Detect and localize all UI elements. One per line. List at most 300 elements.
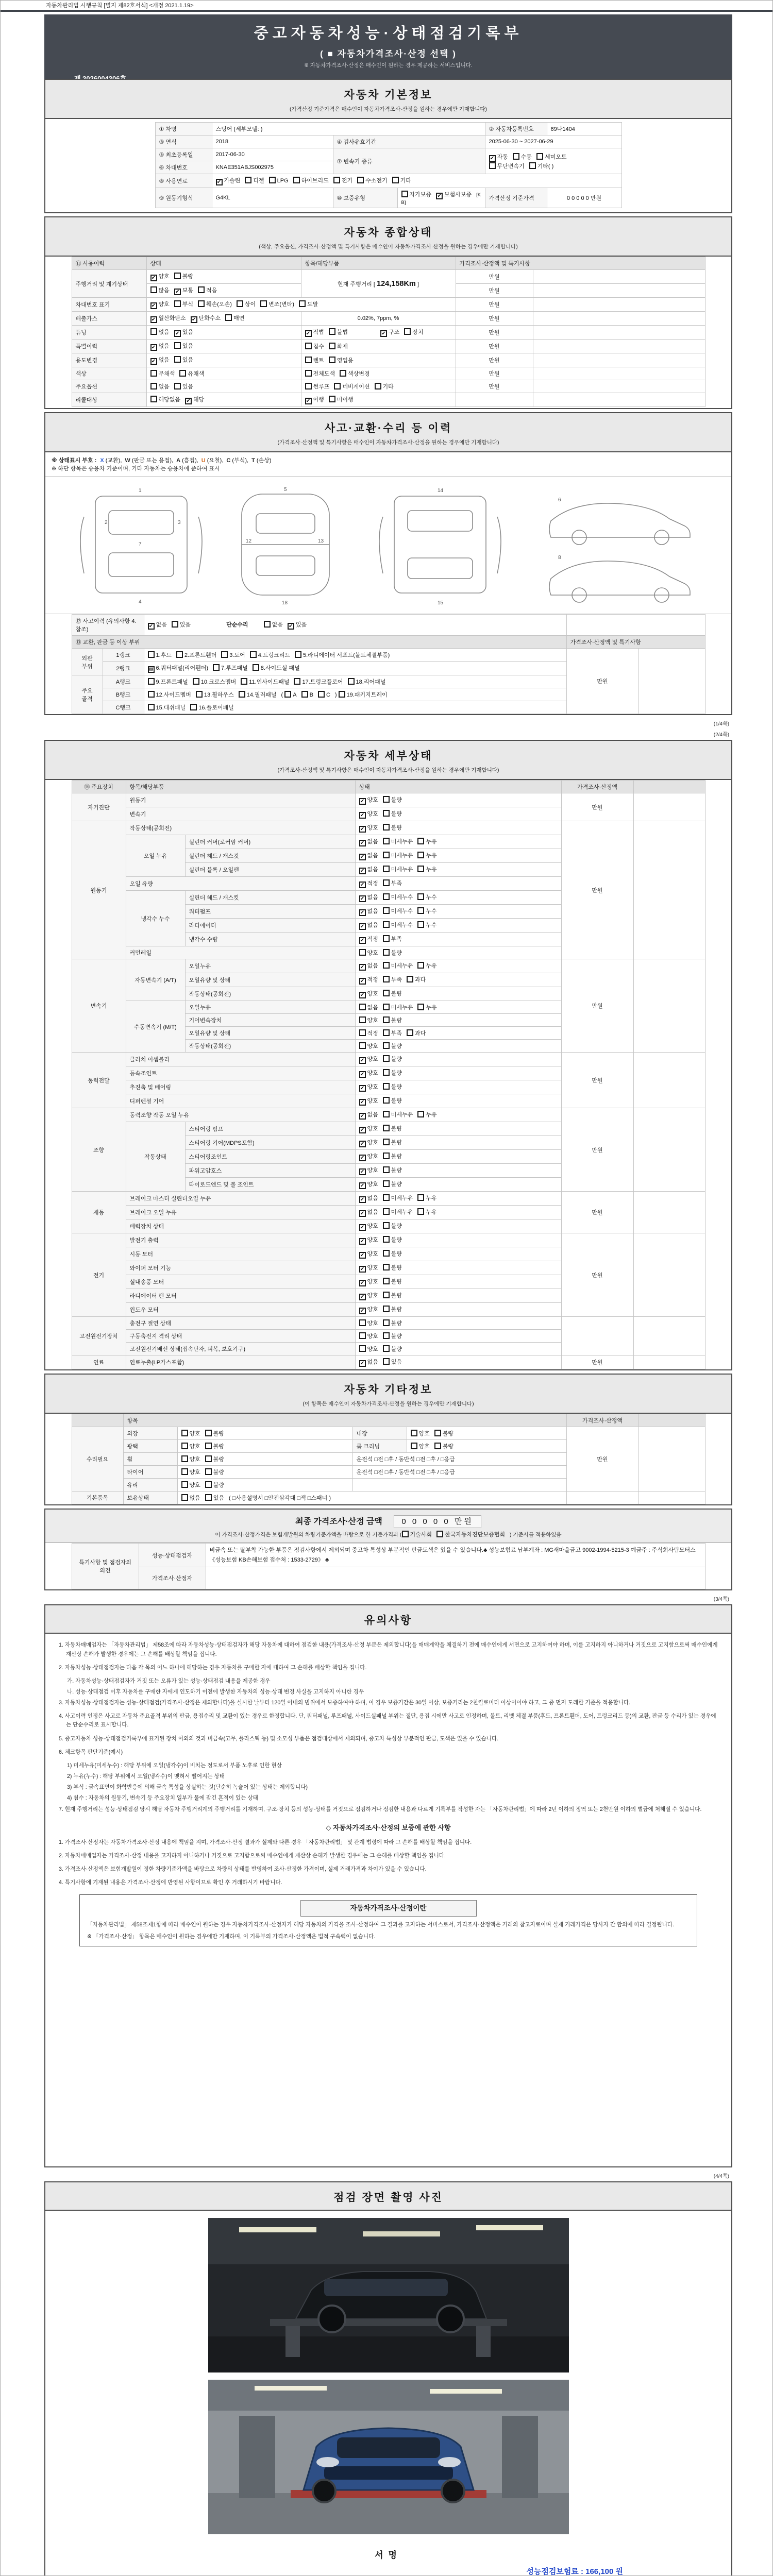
checkbox-option[interactable]: 없음 — [359, 1003, 378, 1011]
checkbox-icon[interactable] — [383, 866, 390, 872]
checkbox-icon[interactable] — [333, 177, 340, 183]
checkbox-option[interactable]: 없음 — [181, 1494, 200, 1502]
checkbox-option[interactable]: ✔ 없음 — [359, 1194, 378, 1203]
checkbox-option[interactable]: 유채색 — [179, 369, 204, 378]
checkbox-option[interactable]: 있음 — [383, 1358, 402, 1366]
checkbox-icon[interactable] — [150, 286, 157, 293]
checkbox-icon[interactable]: ✔ — [359, 1057, 366, 1064]
checkbox-option[interactable]: 해당없음 — [150, 395, 181, 403]
checkbox-option[interactable]: 14.필러패널 — [239, 690, 277, 699]
checkbox-option[interactable]: 양호 — [359, 1345, 378, 1353]
checkbox-option[interactable]: ✔ 적정 — [359, 935, 378, 944]
checkbox-option[interactable]: 미세누유 — [383, 851, 413, 859]
checkbox-icon[interactable] — [329, 396, 335, 402]
checkbox-icon[interactable] — [383, 949, 390, 956]
checkbox-icon[interactable] — [148, 704, 155, 710]
checkbox-icon[interactable] — [383, 1208, 390, 1215]
checkbox-option[interactable]: ✔ 양호 — [359, 1138, 378, 1147]
checkbox-option[interactable]: 불량 — [383, 795, 402, 804]
checkbox-option[interactable]: 5.라디에이터 서포트(볼트체결부품) — [295, 651, 390, 659]
checkbox-option[interactable]: ✔ 이행 — [305, 395, 324, 404]
checkbox-icon[interactable] — [383, 1358, 390, 1365]
checkbox-icon[interactable] — [383, 810, 390, 817]
checkbox-option[interactable]: ✔ 보통 — [174, 286, 193, 295]
checkbox-option[interactable]: 불량 — [383, 1069, 402, 1077]
checkbox-icon[interactable] — [434, 1430, 441, 1436]
checkbox-icon[interactable] — [305, 343, 312, 349]
checkbox-option[interactable]: ✔ 적법 — [305, 328, 324, 337]
checkbox-option[interactable]: ✔ 양호 — [359, 809, 378, 819]
checkbox-icon[interactable] — [295, 651, 301, 658]
checkbox-icon[interactable]: W — [148, 666, 155, 673]
checkbox-icon[interactable] — [417, 962, 424, 969]
checkbox-icon[interactable]: ✔ — [359, 1168, 366, 1175]
checkbox-icon[interactable] — [401, 191, 408, 197]
checkbox-icon[interactable]: ✔ — [359, 937, 366, 944]
checkbox-icon[interactable]: ✔ — [359, 909, 366, 916]
checkbox-option[interactable]: 누유 — [417, 1003, 436, 1011]
checkbox-icon[interactable] — [339, 691, 345, 698]
checkbox-icon[interactable] — [404, 328, 411, 335]
checkbox-option[interactable]: 양호 — [359, 1042, 378, 1050]
checkbox-icon[interactable] — [383, 1180, 390, 1187]
checkbox-option[interactable]: 불량 — [383, 809, 402, 818]
checkbox-option[interactable]: ✔ 양호 — [150, 272, 170, 281]
checkbox-option[interactable]: 불량 — [383, 1332, 402, 1340]
checkbox-option[interactable]: 불량 — [205, 1442, 224, 1450]
checkbox-option[interactable]: 부족 — [383, 879, 402, 887]
checkbox-option[interactable]: LPG — [269, 177, 289, 184]
checkbox-icon[interactable] — [359, 1016, 366, 1023]
checkbox-option[interactable]: 있음 — [205, 1494, 224, 1502]
checkbox-option[interactable]: 미이행 — [329, 395, 354, 403]
checkbox-icon[interactable] — [176, 651, 183, 658]
checkbox-option[interactable]: 한국자동차진단보증협회 — [436, 1530, 505, 1538]
checkbox-option[interactable]: 미세누수 — [383, 907, 413, 915]
checkbox-option[interactable]: ✔ 양호 — [359, 1124, 378, 1133]
checkbox-icon[interactable] — [334, 383, 341, 389]
checkbox-option[interactable]: 미세누유 — [383, 1208, 413, 1216]
checkbox-icon[interactable] — [383, 1319, 390, 1326]
checkbox-icon[interactable]: ✔ — [359, 1071, 366, 1078]
checkbox-icon[interactable]: ✔ — [359, 882, 366, 888]
checkbox-icon[interactable] — [181, 1494, 188, 1501]
checkbox-option[interactable]: 미세누유 — [383, 1110, 413, 1118]
checkbox-option[interactable]: 8.사이드실 패널 — [253, 664, 300, 672]
checkbox-option[interactable]: 매연 — [225, 314, 244, 322]
checkbox-icon[interactable]: ✔ — [489, 155, 496, 162]
checkbox-option[interactable]: 양호 — [181, 1481, 200, 1489]
checkbox-option[interactable]: 16.플로어패널 — [190, 703, 233, 711]
checkbox-option[interactable]: 수동 — [513, 152, 532, 161]
checkbox-option[interactable]: ✔ 양호 — [359, 1277, 378, 1286]
checkbox-icon[interactable] — [383, 1236, 390, 1243]
checkbox-icon[interactable] — [407, 1029, 413, 1036]
checkbox-icon[interactable] — [174, 356, 181, 363]
checkbox-option[interactable]: ✔ 양호 — [359, 1082, 378, 1092]
checkbox-icon[interactable] — [375, 383, 381, 389]
checkbox-icon[interactable]: ✔ — [185, 398, 192, 404]
checkbox-option[interactable]: 도말 — [299, 300, 318, 308]
checkbox-icon[interactable]: ✔ — [359, 1266, 366, 1273]
checkbox-icon[interactable] — [383, 1069, 390, 1076]
checkbox-option[interactable]: 불량 — [383, 1042, 402, 1050]
checkbox-option[interactable]: 적정 — [359, 1029, 378, 1037]
checkbox-option[interactable]: 기타( ) — [529, 162, 554, 170]
checkbox-icon[interactable]: ✔ — [359, 798, 366, 805]
checkbox-option[interactable]: ✔ 없음 — [359, 893, 378, 902]
checkbox-option[interactable]: ✔ 없음 — [359, 1208, 378, 1217]
checkbox-option[interactable]: 불량 — [383, 1082, 402, 1091]
checkbox-icon[interactable] — [383, 1306, 390, 1312]
checkbox-option[interactable]: ✔ 없음 — [150, 355, 170, 365]
checkbox-icon[interactable] — [417, 866, 424, 872]
checkbox-option[interactable]: ✔ 양호 — [359, 1222, 378, 1231]
checkbox-icon[interactable] — [196, 691, 203, 698]
checkbox-icon[interactable] — [181, 1430, 188, 1436]
checkbox-icon[interactable] — [417, 852, 424, 858]
checkbox-option[interactable]: 19.패키지트레이 — [339, 690, 388, 699]
checkbox-icon[interactable]: ✔ — [191, 316, 197, 323]
checkbox-option[interactable]: 양호 — [181, 1429, 200, 1437]
checkbox-icon[interactable]: ✔ — [359, 1294, 366, 1300]
checkbox-option[interactable]: ✔ 가솔린 — [216, 176, 241, 185]
checkbox-icon[interactable]: ✔ — [359, 812, 366, 819]
checkbox-option[interactable]: 4.트렁크리드 — [250, 651, 290, 659]
checkbox-option[interactable]: 불량 — [383, 1291, 402, 1299]
checkbox-icon[interactable] — [417, 1111, 424, 1117]
checkbox-option[interactable]: 누수 — [417, 893, 436, 901]
checkbox-option[interactable]: 기술사회 — [402, 1530, 432, 1538]
checkbox-icon[interactable] — [383, 1016, 390, 1023]
checkbox-option[interactable]: 누유 — [417, 1194, 436, 1202]
checkbox-option[interactable]: 12.사이드멤버 — [148, 690, 191, 699]
checkbox-option[interactable]: 13.휠하우스 — [196, 690, 234, 699]
checkbox-icon[interactable] — [436, 1531, 443, 1537]
checkbox-icon[interactable] — [205, 1455, 212, 1462]
checkbox-option[interactable]: 양호 — [359, 1332, 378, 1340]
checkbox-option[interactable]: ✔ 양호 — [359, 1263, 378, 1273]
checkbox-icon[interactable] — [417, 838, 424, 844]
checkbox-icon[interactable] — [383, 1004, 390, 1010]
checkbox-option[interactable]: 세미오토 — [536, 152, 567, 161]
checkbox-icon[interactable] — [172, 621, 178, 628]
checkbox-option[interactable]: 누유 — [417, 851, 436, 859]
checkbox-option[interactable]: 변조(변타) — [260, 300, 294, 308]
checkbox-icon[interactable] — [417, 921, 424, 928]
checkbox-icon[interactable] — [190, 704, 197, 710]
checkbox-icon[interactable] — [383, 935, 390, 942]
checkbox-option[interactable]: ✔ 없음 — [148, 620, 167, 630]
checkbox-option[interactable]: 불량 — [383, 1180, 402, 1188]
checkbox-icon[interactable] — [181, 1455, 188, 1462]
checkbox-icon[interactable] — [513, 153, 519, 160]
checkbox-icon[interactable] — [536, 153, 543, 160]
checkbox-icon[interactable] — [205, 1430, 212, 1436]
checkbox-icon[interactable] — [383, 1111, 390, 1117]
checkbox-icon[interactable]: ✔ — [359, 1085, 366, 1092]
checkbox-icon[interactable] — [213, 664, 220, 671]
checkbox-option[interactable]: 불량 — [383, 989, 402, 997]
checkbox-icon[interactable] — [198, 300, 205, 307]
checkbox-option[interactable]: 미세누유 — [383, 961, 413, 970]
checkbox-option[interactable]: 영업용 — [329, 356, 354, 364]
checkbox-icon[interactable] — [383, 1029, 390, 1036]
checkbox-icon[interactable] — [205, 1494, 212, 1501]
checkbox-icon[interactable] — [383, 990, 390, 996]
checkbox-icon[interactable] — [245, 177, 251, 183]
checkbox-icon[interactable] — [329, 328, 335, 335]
checkbox-option[interactable]: 1.후드 — [148, 651, 172, 659]
checkbox-option[interactable]: 불법 — [329, 328, 348, 336]
checkbox-option[interactable]: 네비게이션 — [334, 382, 369, 391]
checkbox-icon[interactable] — [181, 1443, 188, 1449]
checkbox-option[interactable]: ✔ 없음 — [359, 961, 378, 971]
checkbox-option[interactable]: 장치 — [404, 328, 423, 336]
checkbox-icon[interactable] — [181, 1481, 188, 1488]
checkbox-icon[interactable]: ✔ — [359, 1196, 366, 1203]
checkbox-option[interactable]: 침수 — [305, 342, 324, 350]
checkbox-icon[interactable] — [253, 664, 259, 671]
checkbox-option[interactable]: ✔ 양호 — [359, 1055, 378, 1064]
checkbox-option[interactable]: 양호 — [411, 1429, 430, 1437]
checkbox-option[interactable]: 상이 — [237, 300, 256, 308]
checkbox-icon[interactable]: ✔ — [359, 992, 366, 998]
checkbox-icon[interactable] — [383, 1125, 390, 1131]
checkbox-icon[interactable] — [383, 907, 390, 914]
checkbox-option[interactable]: ✔ 양호 — [359, 989, 378, 998]
checkbox-option[interactable]: ✔ 있음 — [174, 328, 193, 337]
checkbox-option[interactable]: ✔ 양호 — [359, 1096, 378, 1106]
checkbox-option[interactable]: 미세누유 — [383, 1194, 413, 1202]
checkbox-icon[interactable]: ✔ — [359, 923, 366, 930]
checkbox-icon[interactable]: ✔ — [359, 1099, 366, 1106]
checkbox-icon[interactable] — [383, 1222, 390, 1229]
checkbox-option[interactable]: 불량 — [174, 272, 193, 280]
checkbox-option[interactable]: 불량 — [383, 1319, 402, 1327]
checkbox-option[interactable]: ✔ 양호 — [359, 1166, 378, 1175]
checkbox-icon[interactable]: ✔ — [150, 344, 157, 351]
checkbox-icon[interactable] — [264, 621, 271, 628]
checkbox-option[interactable]: 누유 — [417, 1208, 436, 1216]
checkbox-option[interactable]: 불량 — [383, 1263, 402, 1272]
checkbox-option[interactable]: ✔ 없음 — [359, 907, 378, 916]
checkbox-option[interactable]: 불량 — [383, 1152, 402, 1160]
checkbox-icon[interactable] — [411, 1443, 417, 1449]
checkbox-icon[interactable]: ✔ — [216, 179, 223, 185]
checkbox-option[interactable]: ✔ 없음 — [359, 865, 378, 874]
checkbox-option[interactable]: 17.트렁크플로어 — [294, 677, 343, 686]
checkbox-option[interactable]: 2.프론트휀더 — [176, 651, 216, 659]
checkbox-option[interactable]: ✔ 자동 — [489, 152, 508, 162]
checkbox-icon[interactable]: ✔ — [174, 289, 181, 295]
checkbox-option[interactable]: 전기 — [333, 176, 352, 184]
checkbox-option[interactable]: 썬루프 — [305, 382, 330, 391]
checkbox-option[interactable]: 양호 — [359, 948, 378, 957]
checkbox-option[interactable]: 미세누수 — [383, 893, 413, 901]
checkbox-icon[interactable]: ✔ — [359, 978, 366, 985]
checkbox-icon[interactable]: ✔ — [359, 1113, 366, 1120]
checkbox-icon[interactable] — [241, 678, 247, 685]
checkbox-option[interactable]: 부족 — [383, 935, 402, 943]
checkbox-option[interactable]: 미세누유 — [383, 865, 413, 873]
checkbox-option[interactable]: ✔ 해당 — [185, 395, 204, 404]
checkbox-icon[interactable] — [359, 1004, 366, 1010]
checkbox-option[interactable]: 불량 — [383, 1277, 402, 1285]
checkbox-icon[interactable] — [383, 1083, 390, 1090]
checkbox-option[interactable]: 훼손(오손) — [198, 300, 232, 308]
checkbox-icon[interactable]: ✔ — [150, 302, 157, 309]
checkbox-option[interactable]: ✔ 있음 — [288, 620, 307, 630]
checkbox-icon[interactable] — [150, 396, 157, 402]
checkbox-option[interactable]: ✔ 양호 — [359, 795, 378, 805]
checkbox-option[interactable]: 불량 — [383, 1055, 402, 1063]
checkbox-icon[interactable] — [434, 1443, 441, 1449]
checkbox-option[interactable]: ✔ 양호 — [359, 1249, 378, 1259]
checkbox-icon[interactable]: ✔ — [359, 1224, 366, 1231]
checkbox-option[interactable]: ✔ 일산화탄소 — [150, 314, 186, 323]
checkbox-icon[interactable] — [383, 879, 390, 886]
checkbox-icon[interactable] — [359, 1029, 366, 1036]
checkbox-icon[interactable] — [383, 1292, 390, 1298]
checkbox-option[interactable]: 양호 — [181, 1442, 200, 1450]
checkbox-option[interactable]: A — [284, 691, 296, 698]
checkbox-icon[interactable]: ✔ — [359, 826, 366, 833]
checkbox-icon[interactable] — [221, 651, 228, 658]
checkbox-icon[interactable] — [359, 1042, 366, 1049]
checkbox-option[interactable]: 전체도색 — [305, 369, 335, 378]
checkbox-option[interactable]: 불량 — [205, 1468, 224, 1476]
checkbox-icon[interactable]: ✔ — [436, 193, 443, 199]
checkbox-icon[interactable] — [383, 852, 390, 858]
checkbox-icon[interactable] — [225, 314, 232, 321]
checkbox-option[interactable]: 18.리어패널 — [348, 677, 386, 686]
checkbox-icon[interactable] — [383, 824, 390, 831]
checkbox-option[interactable]: 있음 — [172, 620, 191, 629]
checkbox-icon[interactable] — [293, 177, 300, 183]
checkbox-option[interactable]: ✔ 양호 — [359, 1291, 378, 1300]
checkbox-icon[interactable] — [148, 678, 155, 685]
checkbox-option[interactable]: 불량 — [383, 1096, 402, 1105]
checkbox-icon[interactable] — [417, 907, 424, 914]
checkbox-option[interactable]: 없음 — [150, 328, 170, 336]
checkbox-option[interactable]: 불량 — [383, 1305, 402, 1313]
checkbox-option[interactable]: ✔ 적정 — [359, 879, 378, 888]
checkbox-icon[interactable] — [383, 1345, 390, 1352]
checkbox-option[interactable]: ✔ 보험사보증 — [436, 190, 472, 199]
checkbox-icon[interactable]: ✔ — [150, 358, 157, 365]
checkbox-option[interactable]: 누유 — [417, 837, 436, 845]
checkbox-icon[interactable] — [299, 300, 306, 307]
checkbox-icon[interactable] — [383, 1332, 390, 1339]
checkbox-icon[interactable] — [359, 949, 366, 956]
checkbox-option[interactable]: ✔ 양호 — [359, 823, 378, 833]
checkbox-icon[interactable] — [383, 962, 390, 969]
checkbox-icon[interactable]: ✔ — [359, 1238, 366, 1245]
checkbox-option[interactable]: 과다 — [407, 975, 426, 984]
checkbox-icon[interactable]: ✔ — [359, 1210, 366, 1217]
checkbox-icon[interactable] — [148, 651, 155, 658]
checkbox-option[interactable]: 있음 — [174, 355, 193, 364]
checkbox-option[interactable]: 불량 — [383, 1138, 402, 1146]
checkbox-option[interactable]: ✔ 양호 — [359, 1180, 378, 1189]
checkbox-icon[interactable] — [359, 1345, 366, 1352]
checkbox-option[interactable]: ✔ 양호 — [359, 1069, 378, 1078]
checkbox-icon[interactable]: ✔ — [359, 1127, 366, 1133]
checkbox-option[interactable]: 미세누유 — [383, 1003, 413, 1011]
checkbox-option[interactable]: 3.도어 — [221, 651, 245, 659]
checkbox-icon[interactable] — [205, 1443, 212, 1449]
checkbox-icon[interactable] — [383, 893, 390, 900]
checkbox-icon[interactable] — [284, 691, 291, 698]
checkbox-option[interactable]: 양호 — [359, 1016, 378, 1024]
checkbox-icon[interactable] — [383, 1278, 390, 1284]
checkbox-option[interactable]: 기타 — [375, 382, 394, 391]
checkbox-icon[interactable] — [359, 1319, 366, 1326]
checkbox-icon[interactable] — [250, 651, 257, 658]
checkbox-option[interactable]: 양호 — [181, 1468, 200, 1476]
checkbox-option[interactable]: 있음 — [174, 342, 193, 350]
checkbox-icon[interactable] — [357, 177, 364, 183]
checkbox-option[interactable]: 불량 — [383, 823, 402, 832]
checkbox-option[interactable]: 있음 — [174, 382, 193, 391]
checkbox-icon[interactable]: ✔ — [359, 1252, 366, 1259]
checkbox-option[interactable]: 15.대쉬패널 — [148, 703, 186, 711]
checkbox-option[interactable]: 디젤 — [245, 176, 264, 184]
checkbox-icon[interactable] — [417, 1208, 424, 1215]
checkbox-icon[interactable] — [489, 162, 496, 169]
checkbox-option[interactable]: 불량 — [383, 1235, 402, 1244]
checkbox-icon[interactable] — [383, 921, 390, 928]
checkbox-icon[interactable] — [305, 383, 312, 389]
checkbox-option[interactable]: 불량 — [205, 1481, 224, 1489]
checkbox-icon[interactable] — [383, 1139, 390, 1145]
checkbox-option[interactable]: 없음 — [264, 620, 283, 629]
checkbox-icon[interactable]: ✔ — [359, 840, 366, 846]
checkbox-option[interactable]: 양호 — [181, 1455, 200, 1463]
checkbox-icon[interactable]: ✔ — [380, 330, 387, 337]
checkbox-option[interactable]: 불량 — [383, 1124, 402, 1132]
checkbox-option[interactable]: ✔ 없음 — [150, 342, 170, 351]
checkbox-option[interactable]: 무단변속기 — [489, 162, 525, 170]
checkbox-icon[interactable] — [383, 1166, 390, 1173]
checkbox-icon[interactable] — [340, 370, 346, 377]
checkbox-option[interactable]: 미세누수 — [383, 921, 413, 929]
checkbox-option[interactable]: ✔ 양호 — [359, 1305, 378, 1314]
checkbox-icon[interactable] — [150, 370, 157, 377]
checkbox-icon[interactable]: ✔ — [359, 964, 366, 971]
checkbox-icon[interactable]: ✔ — [359, 1308, 366, 1314]
checkbox-option[interactable]: 부식 — [174, 300, 193, 308]
checkbox-option[interactable]: 불량 — [383, 1166, 402, 1174]
checkbox-icon[interactable] — [148, 691, 155, 698]
checkbox-option[interactable]: 누유 — [417, 961, 436, 970]
checkbox-icon[interactable]: ✔ — [359, 1155, 366, 1161]
checkbox-option[interactable]: 과다 — [407, 1029, 426, 1037]
checkbox-option[interactable]: W 6.쿼터패널(리어휀더) — [148, 664, 209, 673]
checkbox-icon[interactable] — [411, 1430, 417, 1436]
checkbox-icon[interactable] — [383, 1194, 390, 1201]
checkbox-icon[interactable]: ✔ — [174, 330, 181, 337]
checkbox-icon[interactable] — [359, 1332, 366, 1339]
checkbox-option[interactable]: 불량 — [205, 1455, 224, 1463]
checkbox-icon[interactable] — [150, 383, 157, 389]
checkbox-option[interactable]: ✔ 없음 — [359, 837, 378, 846]
checkbox-icon[interactable] — [383, 1055, 390, 1062]
checkbox-icon[interactable] — [383, 1250, 390, 1257]
checkbox-option[interactable]: 누유 — [417, 865, 436, 873]
checkbox-icon[interactable] — [329, 357, 335, 363]
